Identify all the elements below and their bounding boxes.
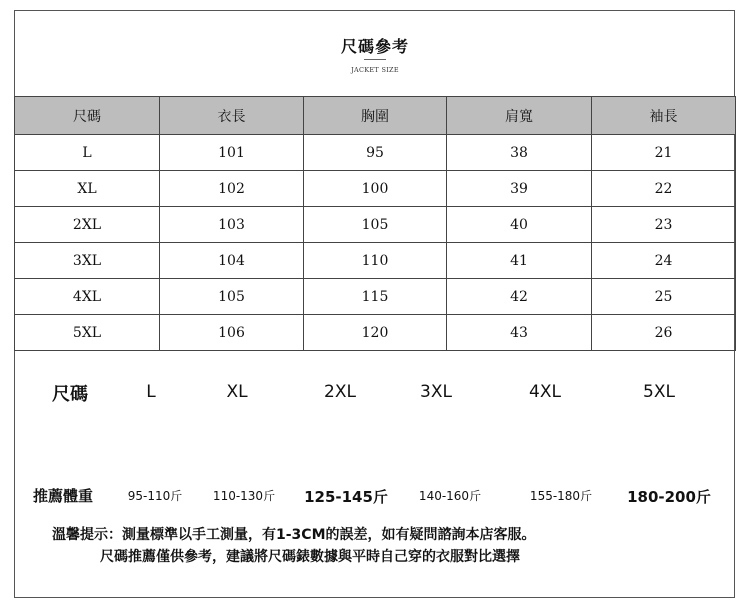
- column-header-sleeve: 袖長: [592, 97, 736, 135]
- recommend-size: 2XL: [324, 382, 356, 402]
- table-cell: 110: [304, 243, 447, 279]
- table-cell: 115: [304, 279, 447, 315]
- table-cell: 101: [160, 135, 304, 171]
- table-cell: 105: [160, 279, 304, 315]
- recommend-weight: 140-160斤: [418, 489, 482, 503]
- recommend-weight: 125-145斤: [304, 488, 388, 506]
- table-cell: 41: [447, 243, 592, 279]
- table-cell: 105: [304, 207, 447, 243]
- tip-note: 溫馨提示：測量標準以手工測量，有1-3CM的誤差，如有疑問諮詢本店客服。: [52, 527, 536, 543]
- table-cell: 3XL: [15, 243, 160, 279]
- table-cell: 5XL: [15, 315, 160, 351]
- table-cell: 102: [160, 171, 304, 207]
- column-header-length: 衣長: [160, 97, 304, 135]
- table-row: [15, 207, 736, 243]
- recommend-size: 5XL: [643, 382, 675, 402]
- table-cell: 39: [447, 171, 592, 207]
- table-header-row: [15, 97, 736, 135]
- page-title: 尺碼參考: [340, 37, 409, 56]
- table-cell: 22: [592, 171, 736, 207]
- table-cell: 120: [304, 315, 447, 351]
- column-header-shoulder: 肩寬: [447, 97, 592, 135]
- table-cell: L: [15, 135, 160, 171]
- table-cell: 40: [447, 207, 592, 243]
- column-header-size: 尺碼: [15, 97, 160, 135]
- table-cell: 106: [160, 315, 304, 351]
- table-cell: 38: [447, 135, 592, 171]
- table-cell: 25: [592, 279, 736, 315]
- title-divider: [364, 59, 386, 60]
- table-cell: 95: [304, 135, 447, 171]
- table-cell: 42: [447, 279, 592, 315]
- recommend-weight-label: 推薦體重: [33, 487, 94, 505]
- recommend-weight: 110-130斤: [212, 489, 276, 503]
- table-row: [15, 135, 736, 171]
- table-row: [15, 243, 736, 279]
- recommend-size-label: 尺碼: [52, 384, 88, 405]
- recommend-size: L: [146, 382, 156, 402]
- table-cell: 103: [160, 207, 304, 243]
- recommend-weight: 95-110斤: [127, 489, 183, 503]
- recommend-size: 3XL: [420, 382, 452, 402]
- table-cell: 4XL: [15, 279, 160, 315]
- table-cell: 104: [160, 243, 304, 279]
- table-cell: 43: [447, 315, 592, 351]
- table-cell: 23: [592, 207, 736, 243]
- table-row: [15, 315, 736, 351]
- size-table: [14, 96, 736, 351]
- recommend-size: XL: [226, 382, 248, 402]
- column-header-chest: 胸圍: [304, 97, 447, 135]
- table-row: [15, 171, 736, 207]
- recommend-weight: 155-180斤: [529, 489, 593, 503]
- table-cell: 2XL: [15, 207, 160, 243]
- table-cell: 26: [592, 315, 736, 351]
- table-cell: XL: [15, 171, 160, 207]
- table-cell: 24: [592, 243, 736, 279]
- table-cell: 21: [592, 135, 736, 171]
- recommend-size: 4XL: [529, 382, 561, 402]
- tip-note-secondary: 尺碼推薦僅供參考，建議將尺碼錶數據與平時自己穿的衣服對比選擇: [100, 549, 520, 565]
- recommend-weight: 180-200斤: [627, 488, 711, 506]
- page-subtitle: JACKET SIZE: [351, 66, 399, 74]
- table-cell: 100: [304, 171, 447, 207]
- table-row: [15, 279, 736, 315]
